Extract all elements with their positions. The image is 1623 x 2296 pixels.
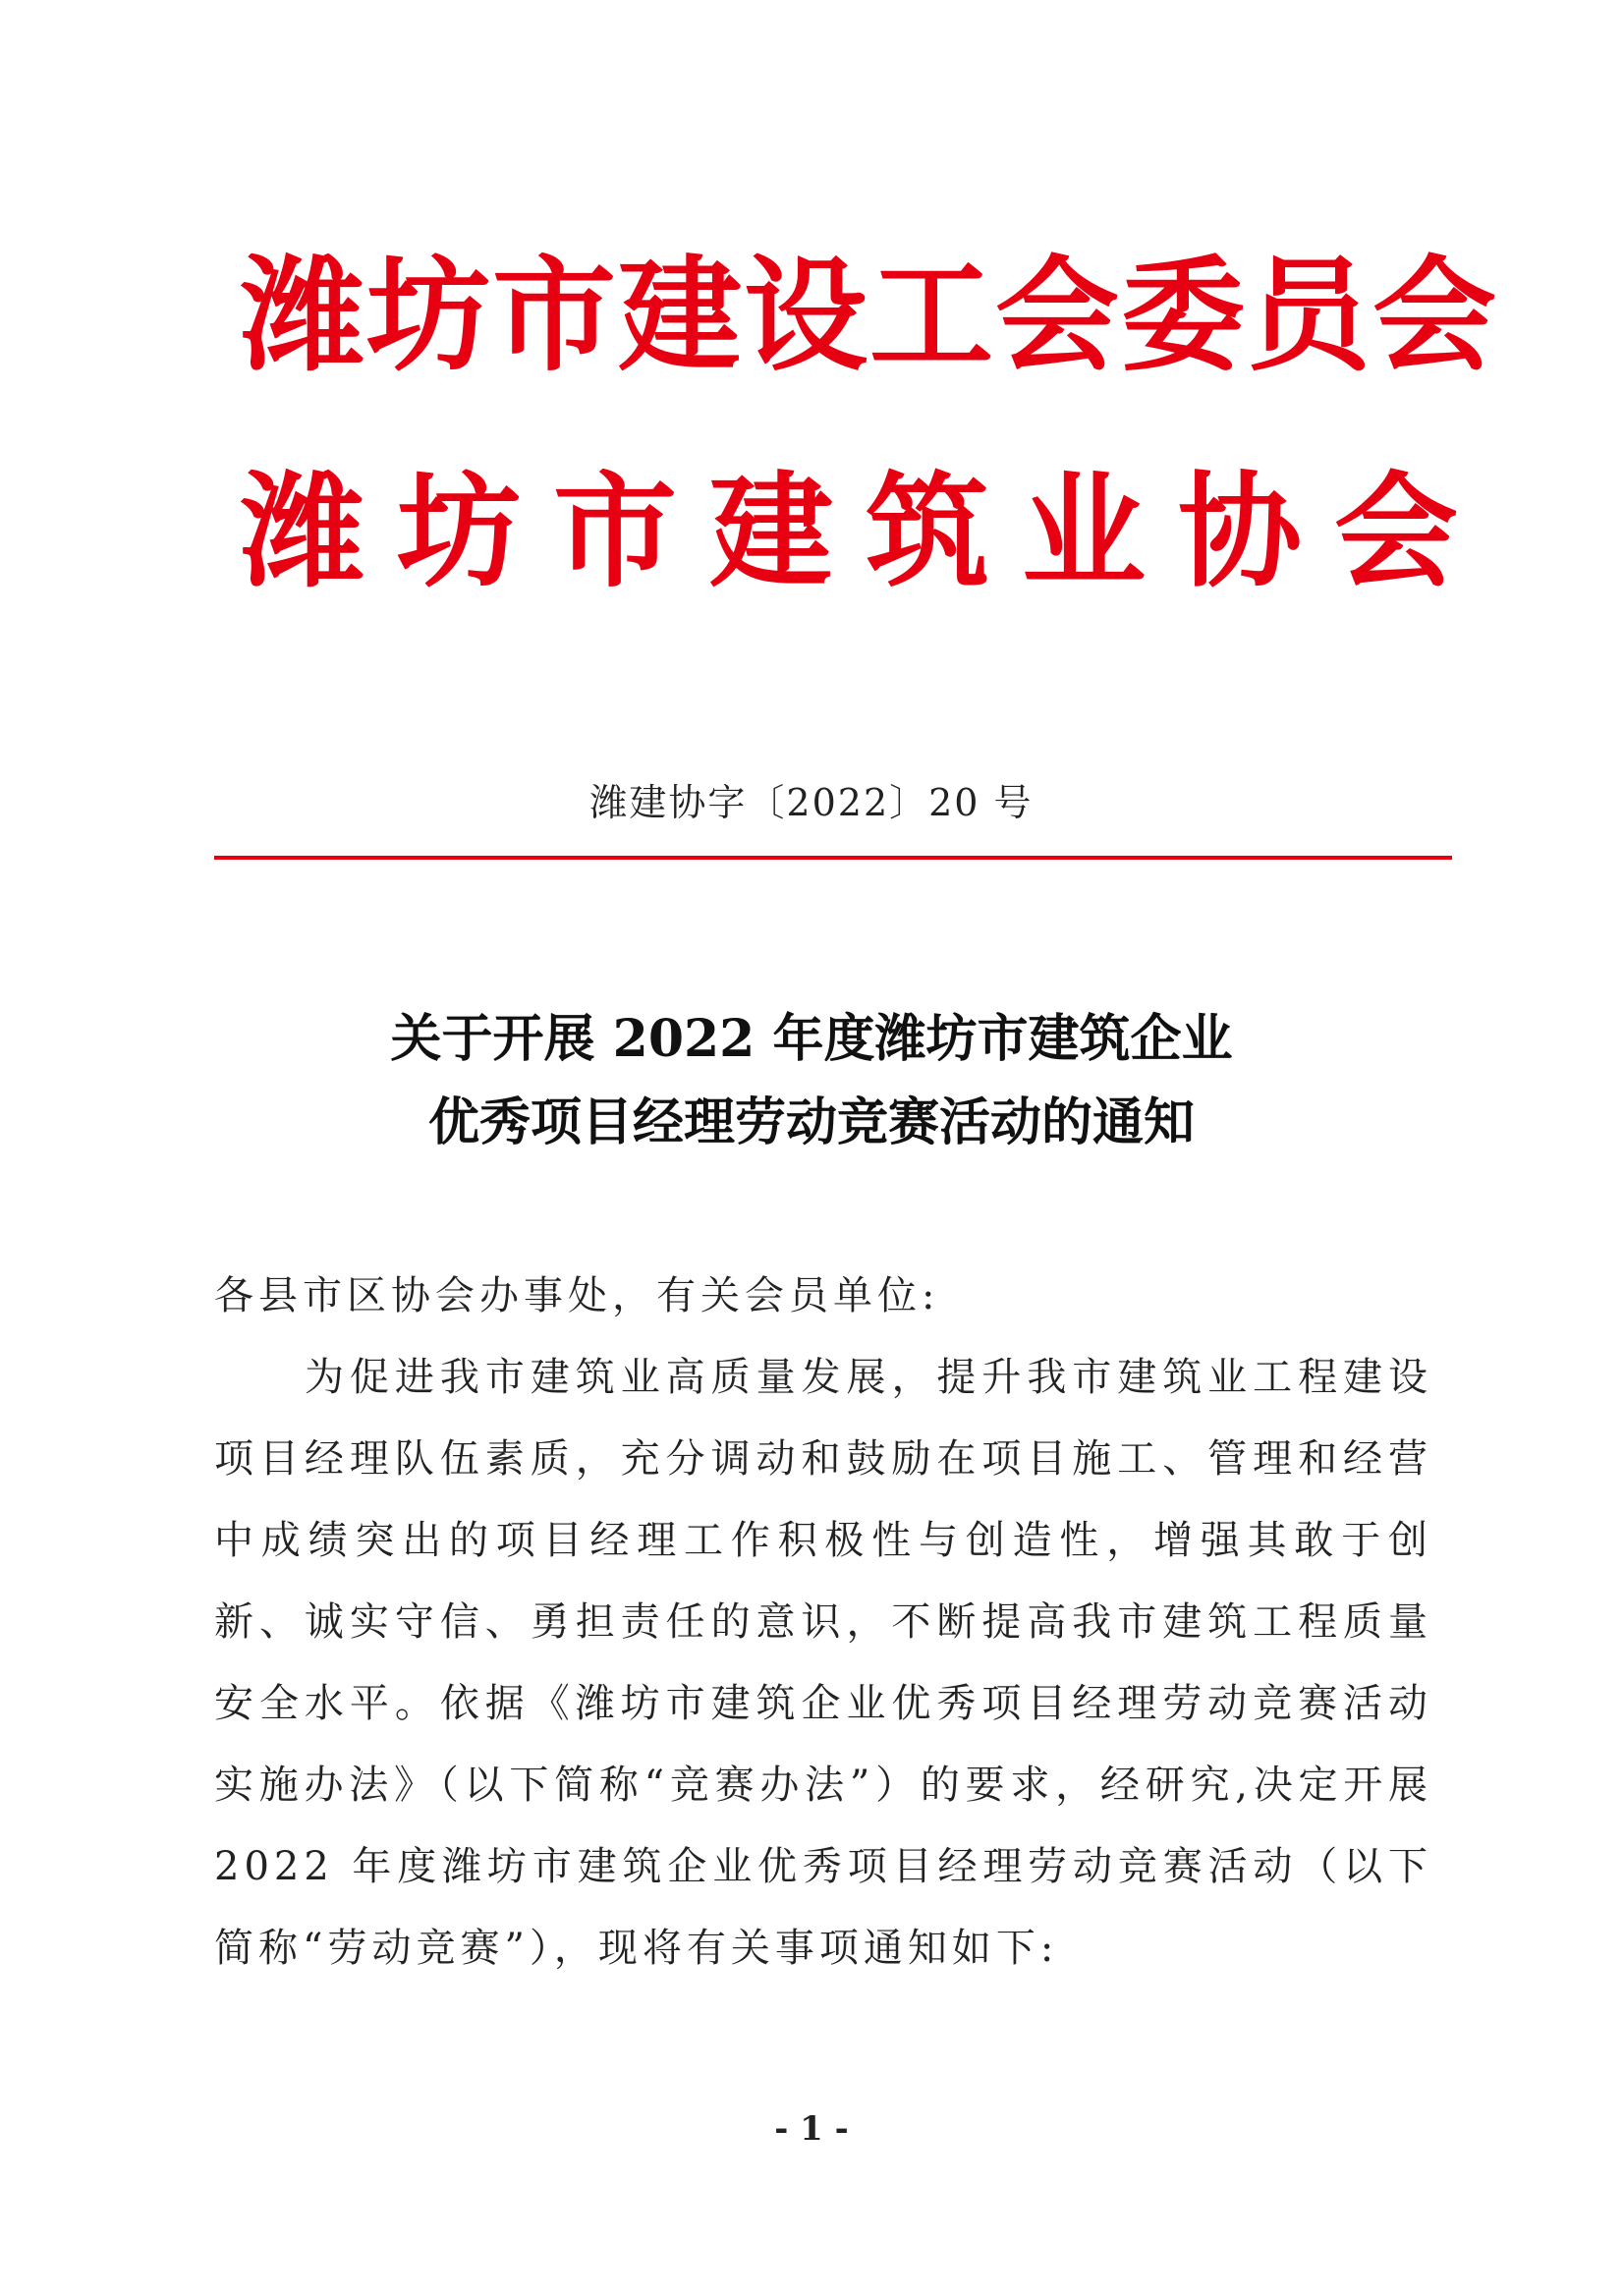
document-title-line-1: 关于开展 2022 年度潍坊市建筑企业 (390, 1009, 1233, 1069)
salutation: 各县市区协会办事处，有关会员单位: (214, 1273, 940, 1318)
page-number: - 1 - (774, 2109, 849, 2149)
issuer-name-secondary: 潍坊市建筑业协会 (241, 459, 1490, 604)
body-paragraph: 为促进我市建筑业高质量发展，提升我市建筑业工程建设项目经理队伍素质，充分调动和鼓励在项目施工、管理和经营中成绩突出的项目经理工作积极性与创造性，增强其敢于创新、诚实守信、勇担责任的意识，不断提高我市建筑工程质量安全水平。依据《潍坊市建筑企业优秀项目经理劳动竞赛活动实施办法》（以下简称“竞赛办法”）的要求，经研究,决定开展 2022 年度潍坊市建筑企业优秀项目经理劳动竞赛活动（以下简称“劳动竞赛”），现将有关事项通知如下: (214, 1355, 1432, 1971)
header-divider (214, 856, 1452, 860)
document-number: 潍建协字〔2022〕20 号 (589, 781, 1034, 824)
issuer-name-primary: 潍坊市建设工会委员会 (241, 243, 1498, 388)
document-title-line-2: 优秀项目经理劳动竞赛活动的通知 (427, 1092, 1195, 1152)
